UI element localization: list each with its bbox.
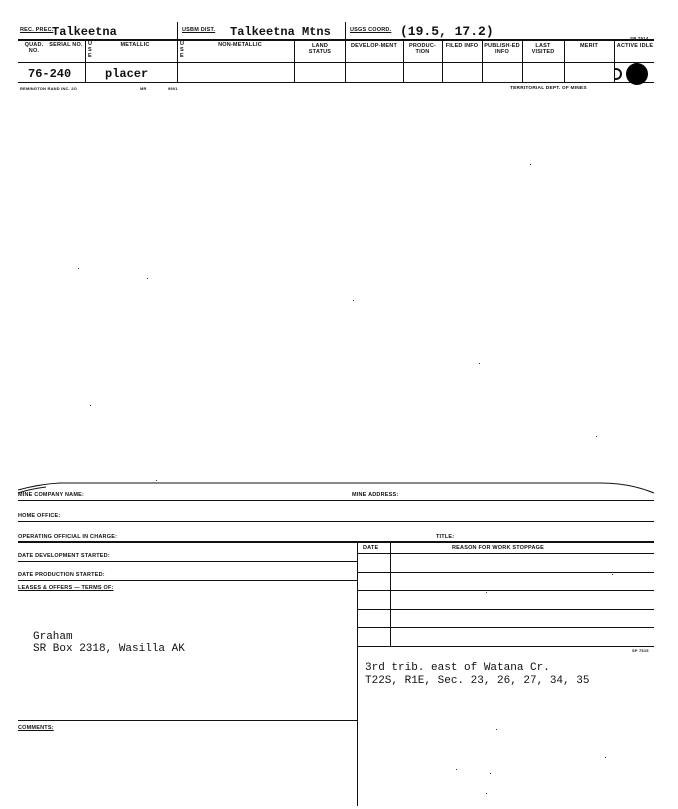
rec-prec-label: REC. PREC.: [20, 27, 54, 33]
use-nonmetallic-header: U S E: [180, 41, 185, 59]
form-number: SP 7514: [630, 36, 649, 41]
filed-info-header: FILED INFO: [445, 43, 479, 49]
owner-name: Graham: [33, 631, 73, 643]
owner-address: SR Box 2318, Wasilla AK: [33, 643, 185, 655]
active-punch-icon: [626, 63, 648, 85]
published-info-header: PUBLISH-ED INFO: [484, 43, 520, 55]
idle-punch-icon: [614, 68, 622, 80]
date-development-started-label: DATE DEVELOPMENT STARTED:: [18, 553, 110, 559]
usbm-dist-label: USBM DIST.: [182, 27, 216, 33]
printer-imprint: REMINGTON RAND INC. 2O: [20, 86, 77, 91]
township-section-description: T22S, R1E, Sec. 23, 26, 27, 34, 35: [365, 675, 590, 687]
use-metallic-header: U S E: [88, 41, 93, 59]
quad-serial-value: 76-240: [28, 67, 72, 81]
date-production-started-label: DATE PRODUCTION STARTED:: [18, 572, 105, 578]
merit-header: MERIT: [579, 43, 599, 49]
card-edge-curve: [0, 478, 678, 498]
mine-company-name-label: MINE COMPANY NAME:: [18, 492, 85, 498]
rec-prec-value: Talkeetna: [52, 25, 117, 39]
operating-official-label: OPERATING OFFICIAL IN CHARGE:: [18, 534, 118, 540]
leases-offers-label: LEASES & OFFERS — TERMS OF:: [18, 585, 114, 591]
location-description: 3rd trib. east of Watana Cr.: [365, 662, 550, 674]
metallic-value: placer: [105, 67, 149, 81]
title-label: TITLE:: [436, 534, 455, 540]
comments-label: COMMENTS:: [18, 725, 54, 731]
last-visited-header: LAST VISITED: [531, 43, 555, 55]
reason-column-header: REASON FOR WORK STOPPAGE: [452, 545, 544, 551]
printer-code-1: MR: [140, 86, 147, 91]
serial-no-header: SERIAL NO.: [49, 42, 83, 48]
production-header: PRODUC-TION: [408, 43, 437, 55]
lower-form-number: SP 7515: [632, 648, 649, 653]
nonmetallic-header: NON-METALLIC: [218, 42, 262, 48]
date-column-header: DATE: [363, 545, 379, 551]
territorial-dept-label: TERRITORIAL DEPT. OF MINES: [510, 86, 587, 91]
printer-code-2: 9901: [168, 86, 178, 91]
development-header: DEVELOP-MENT: [350, 43, 398, 49]
land-status-header: LAND STATUS: [308, 43, 332, 55]
active-idle-header: ACTIVE IDLE: [616, 43, 654, 49]
quad-no-header: QUAD. NO.: [24, 42, 44, 54]
usgs-coord-value: (19.5, 17.2): [400, 24, 494, 39]
mine-address-label: MINE ADDRESS:: [352, 492, 399, 498]
metallic-header: METALLIC: [120, 42, 150, 48]
usbm-dist-value: Talkeetna Mtns: [230, 25, 331, 39]
home-office-label: HOME OFFICE:: [18, 513, 61, 519]
usgs-coord-label: USGS COORD.: [350, 27, 392, 33]
